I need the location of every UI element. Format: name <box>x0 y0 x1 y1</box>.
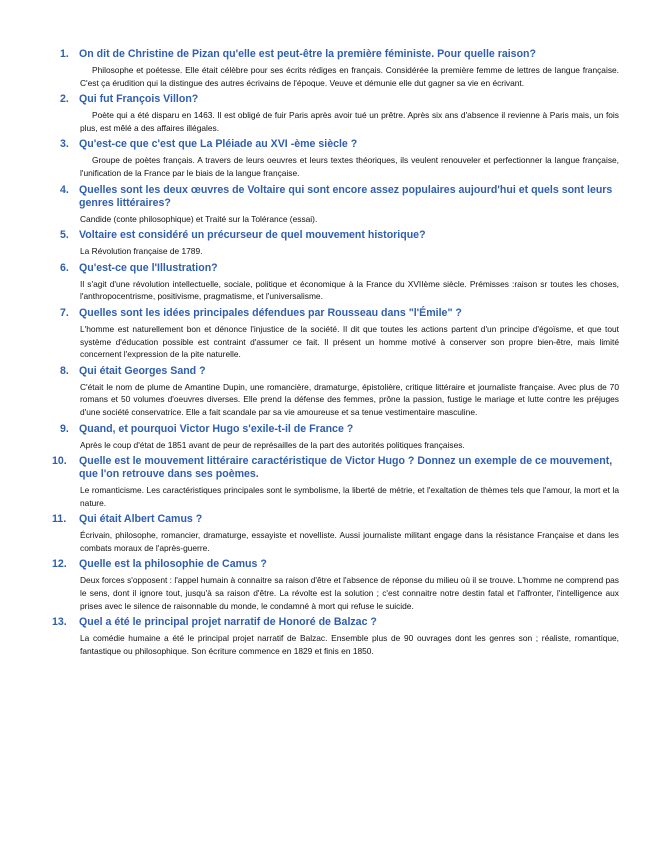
question-number: 9. <box>60 422 69 435</box>
question-heading <box>52 616 619 629</box>
qa-item-5 <box>62 229 619 258</box>
answer-text: Philosophe et poétesse. Elle était célèbre pour ses écrits rédiges en français. Considérée la première femme de lettres de langue française. C'est ça érudition qui la distingue des autres écrivains de l'époque. Veuve et démunie elle dut gagner sa vie en écrivant. <box>80 65 619 88</box>
question-text: On dit de Christine de Pizan qu'elle est peut-être la première féministe. Pour quelle raison? <box>79 48 536 60</box>
question-number: 4. <box>60 183 69 196</box>
qa-item-13 <box>52 616 619 657</box>
question-text: Qui était Albert Camus ? <box>79 513 203 526</box>
question-heading <box>62 48 619 61</box>
question-text: Quelles sont les deux œuvres de Voltaire qui sont encore assez populaires aujourd'hui et quels sont leurs genres littéraires? <box>79 183 613 209</box>
question-heading <box>62 423 619 436</box>
question-heading <box>62 307 619 320</box>
qa-item-11 <box>52 513 619 554</box>
answer-text: Après le coup d'état de 1851 avant de peur de représailles de la part des autorités politiques françaises. <box>80 439 465 450</box>
answer-text: Le romanticisme. Les caractéristiques principales sont le symbolisme, la liberté de métrie, et l'exaltation de thèmes tels que l'amour, la mort et la nature. <box>80 485 619 508</box>
question-text: Qui fut François Villon? <box>79 93 199 106</box>
question-number: 10. <box>52 455 67 468</box>
question-heading <box>52 513 619 526</box>
question-text: Quand, et pourquoi Victor Hugo s'exile-t-il de France ? <box>79 422 354 435</box>
answer-text: Groupe de poètes français. A travers de leurs oeuvres et leurs textes théoriques, ils veulent renouveler et perfectionner la langue française, l'unification de la France par le biais de la langue française. <box>80 155 619 178</box>
question-number: 2. <box>60 93 69 106</box>
question-text: Voltaire est considéré un précurseur de quel mouvement historique? <box>79 229 426 242</box>
qa-item-3 <box>62 138 619 179</box>
question-heading <box>62 365 619 378</box>
answer-text: C'était le nom de plume de Amantine Dupin, une romancière, dramaturge, épistolière, critique littéraire et journaliste française. Avec plus de 70 romans et 50 volumes d'oeuvres diverses. Elle prend la défense des femmes, prône la passion, fustige le mariage et lutte contre les préjuges d'une société conservatrice. Elle a fait scandale par sa vie amoureuse et sa tenue vestimentaire masculine. <box>80 381 619 417</box>
qa-item-8 <box>62 365 619 419</box>
question-number: 13. <box>52 616 67 629</box>
question-text: Qu'est-ce que l'Illustration? <box>79 261 218 274</box>
question-heading <box>52 558 619 571</box>
question-number: 8. <box>60 364 69 377</box>
answer-text: Écrivain, philosophe, romancier, dramaturge, essayiste et novelliste. Aussi journaliste militant engage dans la résistance Française et dans les combats moraux de l'après-guerre. <box>80 530 619 553</box>
question-text: Quelle est le mouvement littéraire caractéristique de Victor Hugo ? Donnez un exemple de ce mouvement, que l'on retrouve dans ses poèmes. <box>79 455 613 481</box>
question-heading <box>62 184 619 210</box>
question-number: 3. <box>60 138 69 151</box>
qa-item-10 <box>52 455 619 509</box>
answer-text: Poète qui a été disparu en 1463. Il est obligé de fuir Paris après avoir tué un prêtre. Après six ans d'absence il revienne à Paris mais, un fois plus, est mêlé a des affaires illégales. <box>80 110 619 133</box>
answer-text: L'homme est naturellement bon et dénonce l'injustice de la société. Il dit que toutes les actions partent d'un principe d'égoïsme, et que tout système d'éducation possible est contraint d'assumer ce fait. Il présent un homme motivé à conserver son propre bien-être, mais limité concernent l'expression de la pite naturelle. <box>80 323 619 360</box>
qa-item-6 <box>62 262 619 303</box>
qa-item-7 <box>62 307 619 361</box>
question-text: Qu'est-ce que c'est que La Pléiade au XVI -ème siècle ? <box>79 138 358 151</box>
question-heading <box>62 93 619 106</box>
qa-item-4 <box>62 184 619 226</box>
question-number: 7. <box>60 306 69 319</box>
question-text: Quelle est la philosophie de Camus ? <box>79 558 267 571</box>
qa-item-2 <box>62 93 619 134</box>
question-heading <box>52 455 619 481</box>
question-text: Quel a été le principal projet narratif de Honoré de Balzac ? <box>79 616 377 629</box>
question-heading <box>62 262 619 275</box>
question-number: 1. <box>60 48 69 60</box>
question-text: Qui était Georges Sand ? <box>79 364 206 377</box>
question-number: 5. <box>60 229 69 242</box>
question-heading <box>62 138 619 151</box>
qa-item-1 <box>62 48 619 89</box>
answer-text: La comédie humaine a été le principal projet narratif de Balzac. Ensemble plus de 90 ouvrages dont les genres son ; réaliste, romantique, fantastique ou philosophique. Son écriture commence en 1829 et finis en 1850. <box>80 633 619 656</box>
answer-text: Candide (conte philosophique) et Traité sur la Tolérance (essai). <box>80 213 318 224</box>
answer-text: La Révolution française de 1789. <box>80 246 203 257</box>
question-heading <box>62 229 619 242</box>
question-number: 12. <box>52 558 67 571</box>
question-text: Quelles sont les idées principales défendues par Rousseau dans "l'Émile" ? <box>79 306 462 319</box>
answer-text: Deux forces s'opposent : l'appel humain à connaitre sa raison d'être et l'absence de réponse du milieu où il se trouve. L'homme ne comprend pas le sens, dont il ignore tout, jusqu'à sa raison d'être. La révolte est la solution ; c'est connaitre notre destin fatal et l'affronter, l'intelligence aux prises avec le silence de raisonnable du monde, le condamné à mort qui refuse le suicide. <box>80 575 619 611</box>
qa-item-9 <box>62 423 619 452</box>
answer-text: Il s'agit d'une révolution intellectuelle, sociale, politique et économique à la France du XVIIème siècle. Prémisses :raison sr toutes les choses, l'anthropocentrisme, positivisme, pragmatisme, et l'universalisme. <box>80 278 619 302</box>
question-number: 6. <box>60 261 69 274</box>
qa-item-12 <box>52 558 619 612</box>
question-number: 11. <box>52 513 67 526</box>
